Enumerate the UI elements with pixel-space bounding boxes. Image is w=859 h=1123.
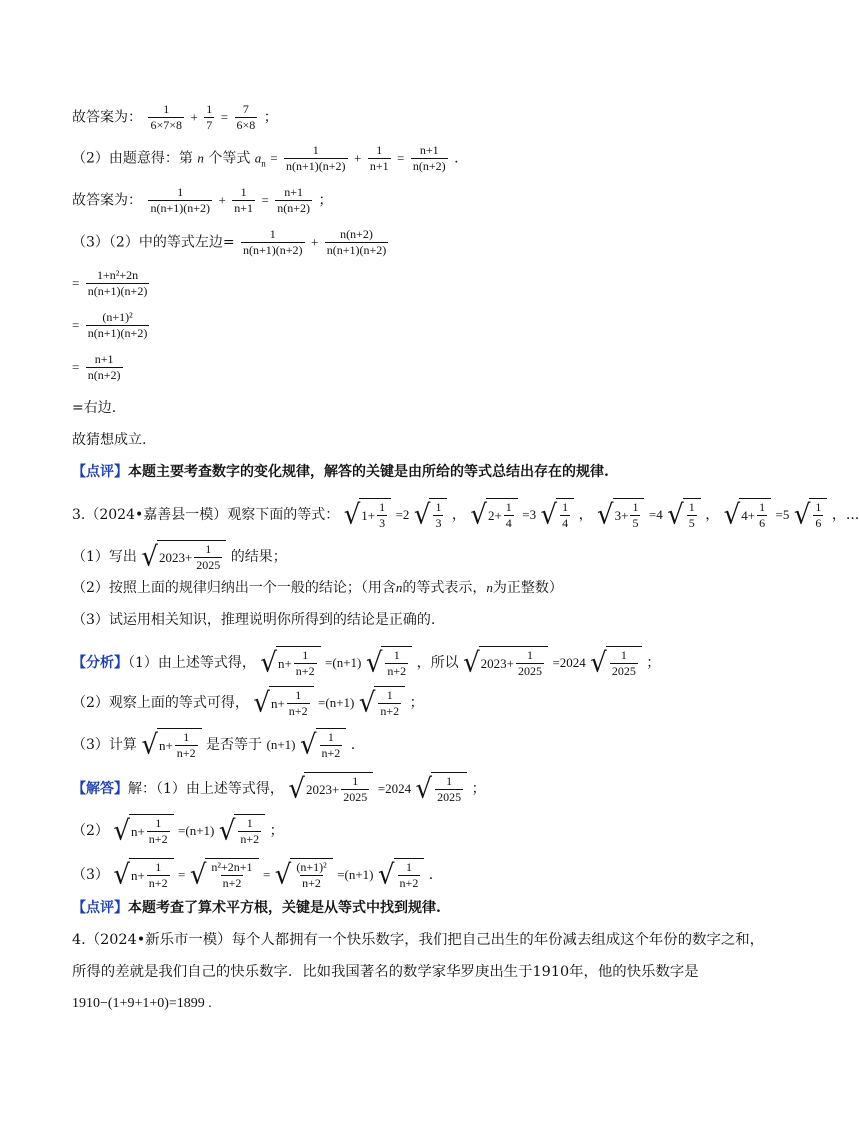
fraction [204, 102, 214, 133]
numerator: 1 [183, 730, 190, 744]
fraction [368, 143, 391, 174]
denominator: 6 [759, 516, 766, 530]
numerator: n(n+2) [340, 227, 373, 241]
sqrt-sign: √ [343, 499, 361, 531]
sqrt-sign: √ [667, 499, 684, 531]
text: （2） [72, 823, 109, 839]
fraction [287, 688, 310, 719]
question-4-line-3: 1910−(1+9+1+0)=1899 . [72, 996, 212, 1011]
fraction [687, 500, 697, 531]
solution-tag: 【解答】 [72, 781, 128, 797]
denominator: n+2 [295, 664, 315, 678]
denominator: n+2 [148, 876, 168, 890]
punctuation: ； [471, 781, 486, 797]
denominator: 3 [379, 516, 386, 530]
sqrt-sign: √ [597, 499, 614, 531]
fraction [86, 352, 123, 383]
text: 为正整数） [492, 580, 563, 596]
numerator: n+1 [284, 185, 304, 199]
text: （1）写出 [72, 549, 137, 565]
sqrt-sign: √ [253, 687, 270, 719]
numerator: 1 [505, 500, 512, 514]
operator: + [354, 150, 362, 166]
numerator: 1 [177, 185, 184, 199]
numerator: 1 [815, 500, 822, 514]
denominator: n(n+1)(n+2) [243, 243, 303, 257]
punctuation: ； [263, 109, 278, 126]
fraction [378, 688, 401, 719]
question-3-part-2 [72, 578, 563, 598]
fraction [757, 500, 767, 531]
denominator: 5 [632, 516, 639, 530]
guess-confirmed: 故猜想成立. [72, 432, 147, 448]
denominator: n+2 [240, 832, 260, 846]
sqrt-sign: √ [365, 647, 383, 679]
fraction [516, 648, 544, 679]
sqrt-expression [416, 772, 468, 806]
denominator: n+1 [369, 159, 389, 173]
denominator: 3 [435, 516, 442, 530]
numerator: 1 [759, 500, 766, 514]
separator: ， [451, 507, 466, 523]
text: 个等式 [208, 150, 251, 167]
denominator: n(n+2) [87, 368, 121, 382]
term: 2023+ [158, 549, 193, 565]
comment-tag: 【点评】 [72, 900, 128, 916]
sqrt-sign: √ [288, 773, 305, 805]
variable: n [486, 580, 493, 595]
denominator: n(n+1)(n+2) [87, 284, 148, 298]
question-text: 3.（2024•嘉善县一模）观察下面的等式： [72, 507, 340, 523]
operator: + [190, 109, 198, 125]
numerator: n²+2n+1 [211, 860, 253, 874]
operator: = [270, 150, 278, 166]
denominator: 2025 [518, 664, 542, 678]
sqrt-sign: √ [113, 815, 130, 847]
term: n+ [130, 823, 145, 839]
numerator: 1 [527, 648, 533, 662]
sqrt-sign: √ [299, 729, 317, 761]
sqrt-expression [113, 858, 173, 892]
operator: =2024 [377, 781, 412, 796]
analysis-line-3 [72, 728, 355, 762]
numerator: 1 [312, 143, 319, 157]
sqrt-sign: √ [793, 499, 811, 531]
numerator: 1 [435, 500, 442, 514]
general-formula-line [72, 143, 459, 174]
text: （3） [72, 867, 109, 883]
fraction [411, 143, 448, 174]
sqrt-sign: √ [463, 647, 480, 679]
text: （2）观察上面的等式可得， [72, 695, 249, 711]
punctuation: . [454, 150, 459, 167]
denominator: n(n+1)(n+2) [87, 326, 148, 340]
fraction [235, 102, 258, 133]
denominator: n+2 [387, 664, 407, 678]
numerator: 1 [240, 185, 247, 199]
numerator: (n+1)² [296, 860, 327, 874]
sqrt-expression [141, 728, 201, 762]
denominator: 2025 [437, 790, 462, 804]
numerator: 1 [379, 500, 386, 514]
fraction [275, 185, 312, 216]
text: 是否等于 [206, 737, 263, 753]
sqrt-sign: √ [260, 647, 277, 679]
fraction [209, 860, 254, 891]
denominator: n(n+1)(n+2) [286, 159, 346, 173]
sqrt-sign: √ [540, 499, 558, 531]
numerator: 1 [327, 730, 334, 744]
denominator: 2025 [611, 664, 636, 678]
sqrt-expression [597, 498, 644, 532]
sqrt-expression [219, 814, 265, 848]
analysis-line-2 [72, 686, 424, 720]
fraction [385, 648, 408, 679]
operator: =2 [395, 507, 410, 522]
sqrt-expression [414, 498, 448, 532]
sqrt-expression [275, 858, 333, 892]
fraction [610, 648, 638, 679]
punctuation: ； [269, 823, 284, 839]
fraction [175, 730, 198, 761]
denominator: n+2 [399, 876, 419, 890]
numerator: 1+n²+2n [96, 268, 139, 282]
subscript: n [261, 158, 266, 169]
sqrt-sign: √ [113, 859, 130, 891]
punctuation: ； [409, 695, 424, 711]
answer-line-2 [72, 185, 332, 216]
denominator: n(n+1)(n+2) [150, 201, 210, 215]
sqrt-sign: √ [590, 647, 607, 679]
denominator: 6×8 [236, 118, 256, 132]
fraction [232, 185, 255, 216]
operator: = [72, 275, 80, 291]
numerator: 7 [242, 102, 249, 116]
operator: =5 [775, 507, 790, 522]
sqrt-expression [253, 686, 313, 720]
question-3-stem [72, 498, 859, 532]
denominator: 4 [505, 516, 512, 530]
analysis-line-1 [72, 646, 660, 680]
numerator: n+1 [419, 143, 439, 157]
fraction [377, 500, 387, 531]
answer-label: 故答案为： [72, 109, 142, 126]
numerator: 1 [205, 542, 212, 556]
separator: ， [705, 507, 720, 523]
term: n+ [277, 655, 292, 671]
solution-line-1 [72, 772, 486, 806]
sqrt-sign: √ [415, 773, 433, 805]
answer-line-1 [72, 102, 278, 133]
operator: = [263, 867, 271, 882]
punctuation: ； [646, 655, 661, 671]
punctuation: ； [318, 192, 333, 209]
numerator: 1 [246, 816, 253, 830]
denominator: n+2 [302, 876, 321, 890]
sqrt-expression [794, 498, 828, 532]
denominator: n(n+2) [412, 159, 446, 173]
term: 1+ [361, 507, 376, 523]
sqrt-sign: √ [723, 499, 741, 531]
operator: + [310, 234, 319, 250]
numerator: 1 [352, 774, 359, 788]
denominator: n+2 [176, 746, 196, 760]
analysis-tag: 【分析】 [72, 655, 128, 671]
fraction [325, 227, 389, 258]
sqrt-sign: √ [141, 541, 158, 573]
sqrt-expression [378, 858, 424, 892]
numerator: (n+1)² [102, 310, 133, 324]
sqrt-sign: √ [141, 729, 158, 761]
sqrt-sign: √ [274, 859, 292, 891]
sqrt-expression [190, 858, 259, 892]
variable: n [197, 150, 204, 166]
comment-line [72, 462, 609, 482]
denominator: n(n+1)(n+2) [326, 243, 387, 257]
denominator: 7 [206, 118, 213, 132]
denominator: n+2 [321, 746, 341, 760]
fraction [398, 860, 421, 891]
punctuation: . [350, 737, 356, 753]
fraction [86, 268, 150, 299]
sqrt-expression [667, 498, 701, 532]
proof-line-3 [72, 310, 151, 341]
sqrt-sign: √ [189, 859, 207, 891]
numerator: 1 [295, 688, 302, 702]
fraction [435, 774, 463, 805]
fraction [86, 310, 150, 341]
operator: = [72, 359, 80, 375]
fraction [238, 816, 261, 847]
sqrt-expression [344, 498, 391, 532]
sqrt-expression [260, 646, 320, 680]
denominator: n(n+2) [277, 201, 311, 215]
denominator: 2025 [196, 558, 221, 572]
text: 的结果； [230, 549, 287, 565]
numerator: 1 [446, 774, 453, 788]
numerator: 1 [269, 227, 276, 241]
sqrt-expression [463, 646, 548, 680]
denominator: 2025 [343, 790, 368, 804]
numerator: 1 [405, 860, 412, 874]
numerator: 1 [620, 648, 627, 662]
variable: n [395, 580, 403, 595]
proof-line-2 [72, 268, 151, 299]
text: 解：（1）由上述等式得， [128, 781, 284, 797]
question-3-part-3: （3）试运用相关知识，推理说明你所得到的结论是正确的. [72, 612, 436, 628]
proof-conclusion: =右边. [72, 400, 117, 416]
numerator: 1 [302, 648, 309, 662]
numerator: 1 [386, 688, 393, 702]
operator: =4 [648, 507, 663, 522]
question-4-line-2: 所得的差就是我们自己的快乐数字．比如我国著名的数学家华罗庚出生于1910年，他的快乐数字是 [72, 964, 699, 980]
term: n+ [158, 737, 173, 753]
denominator: 4 [562, 516, 569, 530]
numerator: 1 [155, 860, 162, 874]
fraction [241, 227, 305, 258]
sqrt-expression [366, 646, 412, 680]
fraction [560, 500, 570, 531]
denominator: 5 [688, 516, 695, 530]
term: 3+ [614, 507, 629, 523]
numerator: 1 [155, 816, 162, 830]
numerator: 1 [206, 102, 213, 116]
numerator: 1 [376, 143, 383, 157]
solution-line-3 [72, 858, 433, 892]
sqrt-expression [541, 498, 575, 532]
operator: =2024 [552, 655, 586, 670]
sqrt-sign: √ [218, 815, 236, 847]
sqrt-sign: √ [413, 499, 431, 531]
denominator: 6×7×8 [150, 118, 182, 132]
operator: =(n+1) [318, 695, 355, 710]
denominator: n+2 [288, 704, 308, 718]
text: （2）由题意得：第 [72, 150, 193, 167]
operator: =(n+1) [178, 823, 215, 838]
fraction [284, 143, 348, 174]
comment-line-2 [72, 898, 441, 918]
sqrt-sign: √ [358, 687, 376, 719]
operator: (n+1) [266, 737, 296, 752]
sqrt-expression [141, 540, 226, 574]
term: 4+ [741, 507, 756, 523]
fraction [433, 500, 443, 531]
proof-line-4 [72, 352, 125, 383]
proof-line-1 [72, 227, 390, 258]
question-3-part-1 [72, 540, 287, 574]
sqrt-expression [288, 772, 373, 806]
operator: =(n+1) [337, 867, 374, 882]
variable: a [254, 150, 262, 166]
fraction [813, 500, 823, 531]
numerator: 1 [393, 648, 400, 662]
comment-text: 本题主要考查数字的变化规律，解答的关键是由所给的等式总结出存在的规律. [128, 464, 609, 480]
numerator: 1 [632, 500, 639, 514]
fraction [320, 730, 343, 761]
sqrt-expression [724, 498, 771, 532]
sqrt-sign: √ [377, 859, 395, 891]
operator: =3 [522, 507, 537, 522]
comment-text: 本题考查了算术平方根，关键是从等式中找到规律. [128, 900, 441, 916]
term: n+ [270, 695, 285, 711]
solution-line-2 [72, 814, 284, 848]
denominator: n+1 [234, 201, 254, 215]
punctuation: . [428, 867, 434, 883]
operator: = [261, 192, 269, 208]
numerator: 1 [163, 102, 170, 116]
fraction [194, 542, 222, 573]
operator: + [218, 192, 226, 208]
term: 2023+ [305, 781, 340, 797]
fraction [147, 860, 170, 891]
fraction [294, 860, 328, 891]
sqrt-expression [470, 498, 517, 532]
fraction [294, 648, 317, 679]
sqrt-expression [300, 728, 346, 762]
fraction [341, 774, 369, 805]
fraction [504, 500, 514, 531]
numerator: n+1 [94, 352, 114, 366]
numerator: 1 [562, 500, 569, 514]
operator: = [72, 317, 80, 333]
separator: ， [578, 507, 593, 523]
term: 2023+ [480, 655, 514, 671]
text: （1）由上述等式得， [128, 655, 256, 671]
fraction [147, 816, 170, 847]
term: n+ [130, 867, 145, 883]
denominator: n+2 [148, 832, 168, 846]
denominator: n+2 [222, 876, 242, 890]
term: 2+ [487, 507, 502, 523]
text: ，所以 [416, 655, 459, 671]
sqrt-expression [590, 646, 642, 680]
ellipsis: ，... [831, 507, 859, 523]
denominator: n+2 [380, 704, 400, 718]
operator: =(n+1) [325, 655, 362, 670]
denominator: 6 [815, 516, 822, 530]
fraction [630, 500, 640, 531]
sqrt-expression [359, 686, 405, 720]
question-4-line-1: 4.（2024•新乐市一模）每个人都拥有一个快乐数字，我们把自己出生的年份减去组成这个年份的数字之和， [72, 932, 765, 948]
text: （3）计算 [72, 737, 137, 753]
operator: = [220, 109, 229, 125]
text: 的等式表示， [402, 580, 487, 596]
answer-label: 故答案为： [72, 192, 142, 209]
text: （3）（2）中的等式左边= [72, 234, 235, 251]
operator: = [178, 867, 186, 882]
fraction [148, 185, 212, 216]
comment-tag: 【点评】 [72, 464, 128, 480]
sqrt-sign: √ [470, 499, 487, 531]
operator: = [397, 150, 405, 166]
numerator: 1 [688, 500, 695, 514]
text: （2）按照上面的规律归纳出一个一般的结论；（用含 [72, 580, 396, 596]
sqrt-expression [113, 814, 173, 848]
fraction [148, 102, 184, 133]
